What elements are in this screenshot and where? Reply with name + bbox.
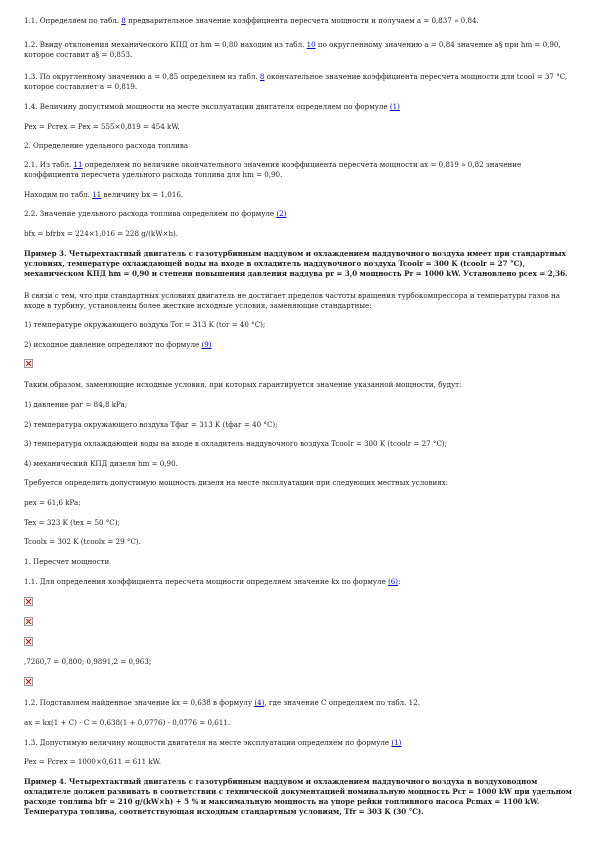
condition-2: 2) исходное давление определяют по формуле (9): [24, 340, 212, 349]
condition-1: 1) температуре окружающего воздуха Tor = 313 K (tor = 40 °C);: [24, 320, 266, 329]
broken-image-icon: [24, 637, 33, 646]
broken-image-icon: [24, 597, 33, 606]
paragraph-1-1b: 1.1. Для определения коэффициента пересчета мощности определяем значение kx по формуле (6):: [24, 577, 401, 586]
formula-link[interactable]: (4): [254, 698, 265, 707]
formula-bfx: bfx = bfrbx = 224×1,016 = 228 g/(kW×h).: [24, 229, 179, 238]
example-4: Пример 4. Четырехтактный двигатель с газотурбинным наддувом и охлаждением наддувочного воздуха в воздуховодном охладителе должен развивать в соответствии с технической документацией номинальную мощность Pcr = 1000 kW при удельном расходе топлива bfr = 210 g/(kW×h) + 5 % и максимальную мощность на упоре рейки топливного насоса Pcmax = 1100 kW. Температура топлива, соответствующая исходным стандартным условиям, Tfr = 303 K (30 °C).: [24, 777, 572, 816]
table-link[interactable]: 11: [73, 160, 83, 169]
table-link[interactable]: 8: [259, 72, 265, 81]
local-tex: Tex = 323 K (tex = 50 °C);: [24, 518, 120, 527]
formula-pex: Pex = Pcrex = Pex = 555×0,819 = 454 kW.: [24, 122, 180, 131]
table-link[interactable]: 8: [121, 16, 126, 25]
paragraph-1-1: 1.1. Определяем по табл. 8 предварительное значение коэффициента пересчета мощности и получаем a = 0,837 » 0,84.: [24, 16, 479, 25]
formula-ax: ax = kx(1 + C) - C = 0,638(1 + 0,0776) - 0,0776 = 0,611.: [24, 718, 231, 727]
broken-image-icon: [24, 617, 33, 626]
replace-2: 2) температура окружающего воздуха Tфаг = 313 K (tфаг = 40 °C);: [24, 420, 278, 429]
local-pex: pex = 61,6 kPa;: [24, 498, 81, 507]
formula-link[interactable]: (6): [388, 577, 399, 586]
replace-3: 3) температура охлаждающей воды на входе в охладитель наддувочного воздуха Tcoolr = 300 K (tcoolr = 27 °C);: [24, 439, 448, 448]
replace-4: 4) механический КПД дизеля hm = 0,90.: [24, 459, 178, 468]
paragraph-1-3: 1.3. По округленному значению a = 0,85 определяем из табл. 8 окончательное значение коэффициента пересчета мощности для tcool = 37 °C, которое составляет a = 0,819.: [24, 72, 568, 91]
local-tcool: Tcoolx = 302 K (tcoolx = 29 °C).: [24, 537, 141, 546]
replace-1: 1) давление pаг = 84,8 kPa;: [24, 400, 128, 409]
paragraph-conditions: В связи с тем, что при стандартных условиях двигатель не достигает пределов частоты вращения турбокомпрессора и температуры газов на входе в турбину, установлены более жесткие исходные условия, заменяющие стандартные:: [24, 291, 560, 310]
formula-link[interactable]: (9): [201, 340, 212, 349]
section-heading-2: 2. Определение удельного расхода топлива: [24, 141, 189, 150]
paragraph-1-2b: 1.2. Подставляем найденное значение kx = 0,638 в формулу (4), где значение C определяем по табл. 12.: [24, 698, 420, 707]
section-heading-1: 1. Пересчет мощности: [24, 557, 110, 566]
paragraph-1-2: 1.2. Ввиду отклонения механического КПД от hm = 0,80 находим из табл. 10 по округленному значению a = 0,84 значение a§ при hm = 0,90, которое составит a§ = 0,853.: [24, 40, 561, 59]
table-link[interactable]: 10: [306, 40, 316, 49]
paragraph-2-1: 2.1. Из табл. 11 определяем по величине окончательного значения коэффициента пересчета мощности ax = 0,819 » 0,82 значение коэффициента пересчета удельного расхода топлива для hm = 0,90.: [24, 160, 522, 179]
paragraph-2-2: 2.2. Значение удельного расхода топлива определяем по формуле (2): [24, 209, 287, 218]
paragraph-1-4: 1.4. Величину допустимой мощности на месте эксплуатации двигателя определяем по формуле (1): [24, 102, 400, 111]
paragraph-replacing: Таким образом, заменяющие исходные условия, при которых гарантируется значение указанной мощности, будут:: [24, 380, 462, 389]
broken-image-icon: [24, 677, 33, 686]
formula-link[interactable]: (2): [276, 209, 287, 218]
formula-link[interactable]: (1): [389, 102, 400, 111]
formula-link[interactable]: (1): [391, 738, 402, 747]
paragraph-find: Находим по табл. 11 величину bx = 1,016.: [24, 190, 184, 199]
paragraph-required: Требуется определить допустимую мощность дизеля на месте эксплуатации при следующих местных условиях:: [24, 478, 449, 487]
broken-image-icon: [24, 359, 33, 368]
example-3: Пример 3. Четырехтактный двигатель с газотурбинным наддувом и охлаждением наддувочного воздуха имеет при стандартных условиях, температуре охлаждающей воды на входе в охладитель наддувочного воздуха Tcoolr = 300 K (tcoolr = 27 °C), механическом КПД hm = 0,90 и степени повышения давления наддува pr = 3,0 мощность Pr = 1000 kW. Установлено pcex = 2,36.: [24, 249, 568, 278]
table-link[interactable]: 11: [92, 190, 102, 199]
paragraph-1-3b: 1.3. Допустимую величину мощности двигателя на месте эксплуатации определяем по формуле (1): [24, 738, 402, 747]
formula-pex-2: Pex = Pcrex = 1000×0,611 = 611 kW.: [24, 757, 162, 766]
calc-values: ,7260,7 = 0,800; 0,9891,2 = 0,963;: [24, 657, 152, 666]
